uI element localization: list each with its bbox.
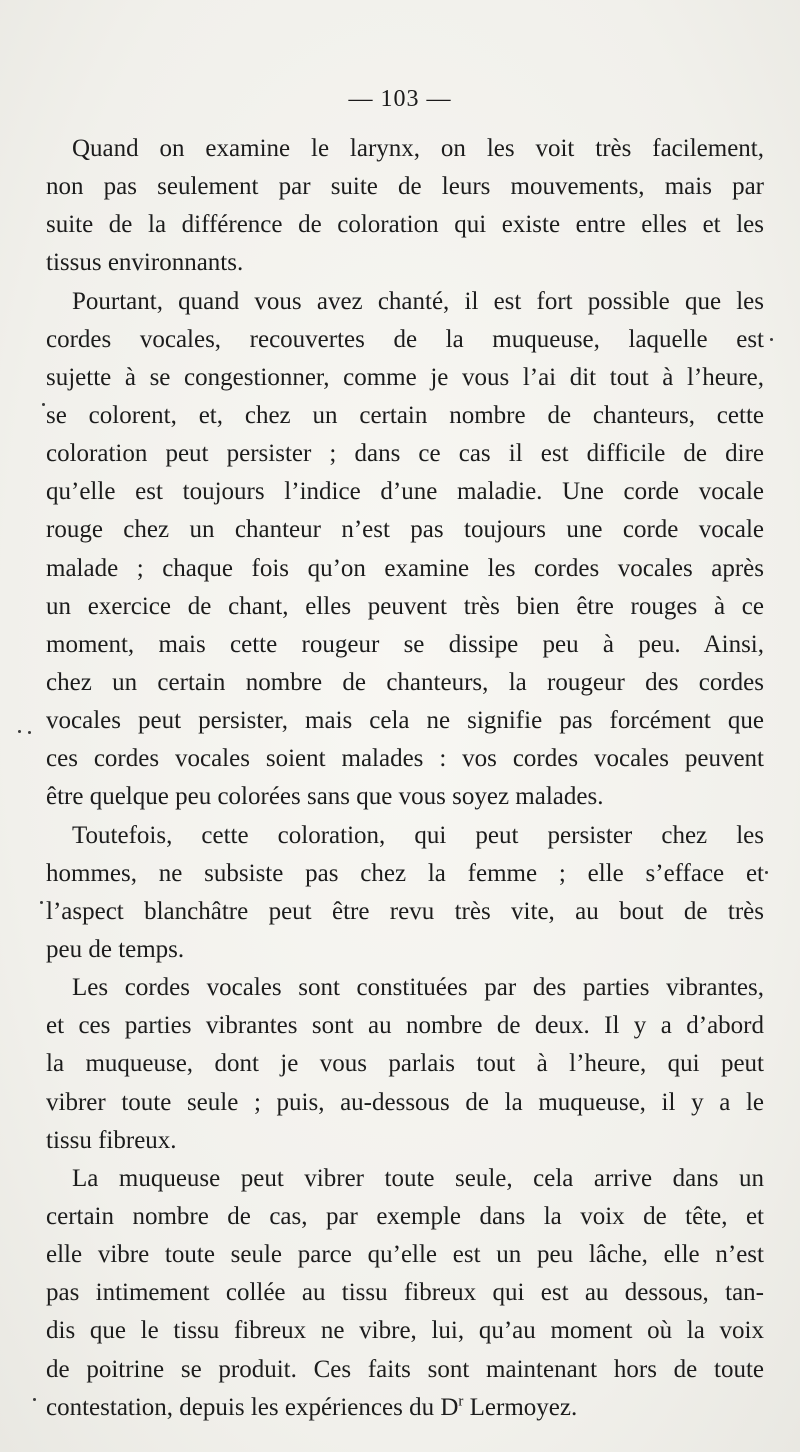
text-line: pas intimement collée au tissu fibreux qui est au dessous, tan-	[46, 1279, 764, 1307]
text-line: coloration peut persister ; dans ce cas il est difficile de dire	[46, 440, 764, 468]
text-line: Toutefois, cette coloration, qui peut persister chez les	[72, 821, 764, 849]
text-line: non pas seulement par suite de leurs mouvements, mais par	[46, 173, 764, 201]
paragraph-4	[46, 969, 764, 1160]
ink-speck	[18, 730, 21, 733]
text-line: ces cordes vocales soient malades : vos cordes vocales peuvent	[46, 745, 764, 773]
paragraph-5	[46, 1160, 764, 1427]
ink-speck	[28, 731, 31, 734]
text-line: vocales peut persister, mais cela ne signifie pas forcément que	[46, 707, 764, 735]
text-line: La muqueuse peut vibrer toute seule, cela arrive dans un	[72, 1164, 764, 1192]
page-number: — 103 —	[348, 86, 452, 112]
text-line: l’aspect blanchâtre peut être revu très vite, au bout de très	[46, 897, 764, 925]
final-line-text: contestation, depuis les expériences du D	[46, 1393, 459, 1421]
text-line: cordes vocales, recouvertes de la muqueuse, laquelle est	[46, 325, 764, 353]
text-line: tissus environnants.	[46, 249, 244, 277]
text-line: rouge chez un chanteur n’est pas toujours une corde vocale	[46, 516, 764, 544]
text-line: qu’elle est toujours l’indice d’une maladie. Une corde vocale	[46, 478, 764, 506]
superscript: r	[458, 1393, 464, 1410]
paragraph-1	[46, 130, 764, 283]
final-line-name: Lermoyez.	[463, 1393, 578, 1421]
paragraph-2	[46, 283, 764, 817]
text-line: certain nombre de cas, par exemple dans la voix de tête, et	[46, 1202, 764, 1230]
text-line: sujette à se congestionner, comme je vous l’ai dit tout à l’heure,	[46, 363, 764, 391]
text-line: tissu fibreux.	[46, 1126, 177, 1154]
text-line: suite de la différence de coloration qui existe entre elles et les	[46, 211, 764, 239]
text-line: se colorent, et, chez un certain nombre de chanteurs, cette	[46, 401, 764, 429]
text-line: peu de temps.	[46, 935, 185, 963]
text-line: de poitrine se produit. Ces faits sont maintenant hors de toute	[46, 1355, 764, 1383]
text-line: elle vibre toute seule parce qu’elle est un peu lâche, elle n’est	[46, 1241, 764, 1269]
text-line: hommes, ne subsiste pas chez la femme ; elle s’efface et	[46, 859, 764, 887]
ink-speck	[40, 901, 43, 904]
ink-speck	[42, 403, 45, 406]
text-line: être quelque peu colorées sans que vous soyez malades.	[46, 783, 604, 811]
text-line: Pourtant, quand vous avez chanté, il est fort possible que les	[72, 287, 764, 315]
paragraph-3	[46, 817, 764, 970]
text-line: chez un certain nombre de chanteurs, la rougeur des cordes	[46, 668, 764, 696]
text-line-final	[46, 1389, 764, 1427]
text-line: moment, mais cette rougeur se dissipe peu à peu. Ainsi,	[46, 630, 764, 658]
text-line: vibrer toute seule ; puis, au-dessous de la muqueuse, il y a le	[46, 1088, 764, 1116]
text-line: Les cordes vocales sont constituées par des parties vibrantes,	[72, 974, 764, 1002]
text-line: et ces parties vibrantes sont au nombre de deux. Il y a d’abord	[46, 1012, 764, 1040]
text-line: malade ; chaque fois qu’on examine les cordes vocales après	[46, 554, 764, 582]
ink-speck	[765, 871, 768, 874]
ink-speck	[33, 1398, 36, 1401]
ink-speck	[770, 338, 773, 341]
text-line: Quand on examine le larynx, on les voit très facilement,	[72, 135, 764, 162]
text-line: un exercice de chant, elles peuvent très bien être rouges à ce	[46, 592, 764, 620]
text-line: la muqueuse, dont je vous parlais tout à l’heure, qui peut	[46, 1050, 764, 1078]
body-text	[46, 130, 764, 1427]
text-line: dis que le tissu fibreux ne vibre, lui, qu’au moment où la voix	[46, 1317, 764, 1345]
